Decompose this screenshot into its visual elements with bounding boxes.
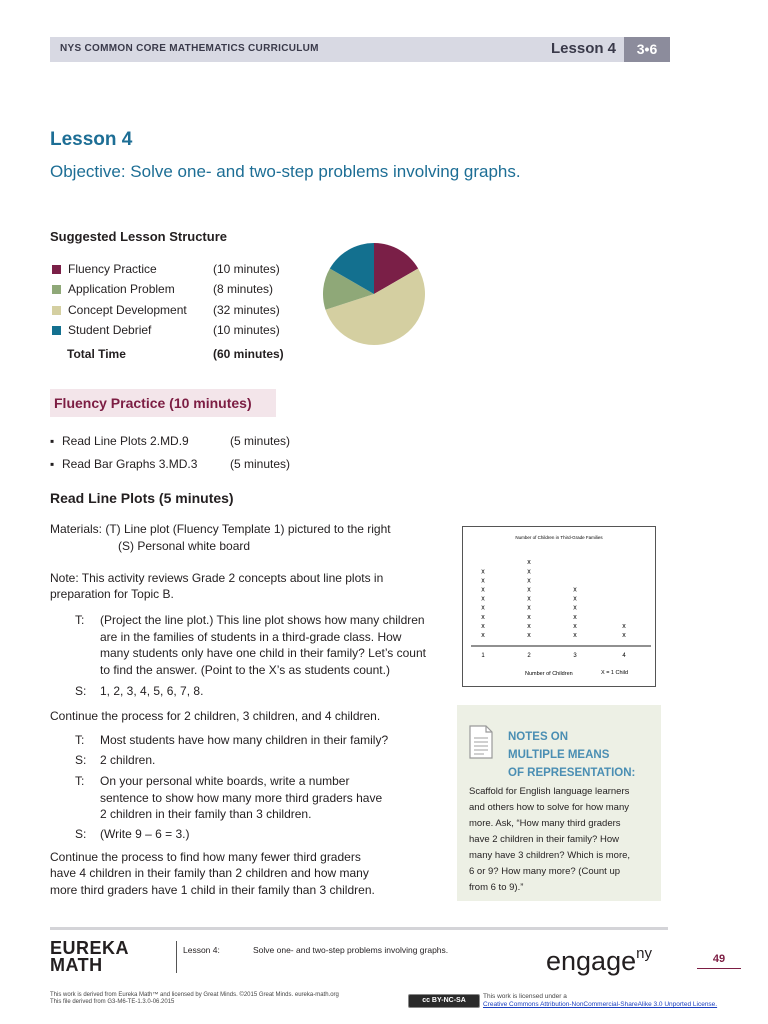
fluency-item-time: (5 minutes) (230, 434, 291, 448)
bullet-icon: ▪ (50, 434, 55, 448)
materials-line: Materials: (T) Line plot (Fluency Template 1) pictured to the right (50, 522, 391, 536)
line-plot-mark: x (527, 613, 531, 621)
x-tick-label: 2 (527, 653, 531, 659)
logo-superscript: ny (636, 945, 652, 962)
license-line: This work is licensed under a (483, 993, 567, 1000)
line-plot-marks (481, 559, 626, 659)
line-plot-mark: x (527, 595, 531, 603)
x-tick-label: 1 (481, 653, 485, 659)
notes-body-line: Scaffold for English language learners (469, 786, 630, 797)
document-icon (468, 725, 494, 759)
dialogue-line: (Project the line plot.) This line plot shows how many children (100, 613, 425, 627)
line-plot-mark: x (481, 632, 485, 639)
line-plot-mark: x (481, 595, 485, 603)
materials-line: (S) Personal white board (118, 539, 251, 553)
dialogue-line: Most students have how many children in their family? (100, 733, 389, 747)
notes-body-line: more. Ask, “How many third graders (469, 818, 621, 829)
legend-swatch (52, 306, 61, 315)
line-plot-mark: x (573, 622, 577, 630)
line-plot-mark: x (573, 632, 577, 639)
x-axis-label: Number of Children (525, 671, 573, 677)
structure-time: (10 minutes) (213, 323, 280, 337)
note-line: preparation for Topic B. (50, 587, 174, 601)
fluency-item (50, 457, 291, 471)
structure-time: (10 minutes) (213, 262, 280, 276)
line-plot-mark: x (573, 586, 577, 594)
legend-swatch (52, 285, 61, 294)
fluency-item (50, 434, 291, 448)
page-number: 49 (712, 953, 726, 965)
structure-label: Fluency Practice (68, 262, 157, 276)
footer-lesson-objective: Solve one- and two-step problems involving graphs. (253, 945, 449, 955)
chart-title: Number of Children in Third-Grade Families (515, 535, 603, 540)
speaker-label: S: (75, 684, 87, 698)
credit-text (50, 992, 339, 1006)
line-plot-mark: x (622, 622, 626, 630)
credit-line: This work is derived from Eureka Math™ and licensed by Great Minds. ©2015 Great Minds. eureka-math.org (50, 992, 339, 998)
fluency-item-label: Read Bar Graphs 3.MD.3 (62, 457, 198, 471)
instruction-line: have 4 children in their family than 2 children and how many (50, 866, 369, 880)
chart-key: X = 1 Child (601, 670, 629, 676)
legend-swatch (52, 326, 61, 335)
notes-heading-line: MULTIPLE MEANS (508, 749, 610, 761)
dialogue-line: many students only have one child in their family? Let’s count (100, 646, 426, 660)
total-time-label: Total Time (67, 347, 126, 361)
bullet-icon: ▪ (50, 457, 55, 471)
line-plot-chart (463, 527, 655, 686)
line-plot-mark: x (527, 604, 531, 612)
line-plot-mark: x (573, 613, 577, 621)
credit-line: This file derived from G3-M6-TE-1.3.0-06.2015 (50, 999, 175, 1005)
lesson-objective: Objective: Solve one- and two-step problems involving graphs. (50, 162, 521, 181)
header-lesson: Lesson 4 (551, 40, 617, 57)
logo-line: EUREKA (50, 938, 130, 958)
fluency-item-label: Read Line Plots 2.MD.9 (62, 434, 189, 448)
instruction-line: more third graders have 1 child in their family than 3 children. (50, 883, 375, 897)
structure-time: (8 minutes) (213, 282, 274, 296)
structure-heading: Suggested Lesson Structure (50, 229, 227, 244)
structure-label: Application Problem (68, 282, 175, 296)
footer-divider (50, 927, 668, 930)
note-line: Note: This activity reviews Grade 2 concepts about line plots in (50, 571, 384, 585)
notes-body (469, 784, 655, 896)
x-tick-label: 3 (573, 653, 577, 659)
fluency-item-time: (5 minutes) (230, 457, 291, 471)
line-plot-mark: x (481, 568, 485, 576)
line-plot-mark: x (527, 577, 531, 585)
cc-license-badge[interactable]: cc BY-NC-SA (408, 994, 480, 1008)
dialogue-line: sentence to show how many more third graders have (100, 791, 383, 805)
read-line-plots-heading: Read Line Plots (5 minutes) (50, 490, 234, 506)
lesson-structure-pie-chart (322, 242, 426, 346)
footer-lesson-label: Lesson 4: (183, 945, 220, 955)
speaker-label: T: (75, 733, 85, 747)
footer-separator (176, 941, 177, 973)
speaker-label: T: (75, 613, 85, 627)
line-plot-mark: x (622, 632, 626, 639)
notes-body-line: from 6 to 9).” (469, 882, 524, 893)
line-plot-mark: x (481, 622, 485, 630)
line-plot-mark: x (573, 604, 577, 612)
structure-time: (32 minutes) (213, 303, 280, 317)
line-plot-mark: x (481, 586, 485, 594)
instruction-line: Continue the process to find how many fewer third graders (50, 850, 361, 864)
line-plot-mark: x (481, 577, 485, 585)
line-plot-mark: x (527, 622, 531, 630)
page-title: Lesson 4 (50, 129, 133, 150)
grade-module-badge: 3•6 (624, 37, 670, 62)
logo-line: MATH (50, 955, 103, 975)
line-plot-mark: x (527, 632, 531, 639)
notes-body-line: many have 3 children? Which is more, (469, 850, 631, 861)
speaker-label: T: (75, 774, 85, 788)
notes-body-line: 6 or 9? How many more? (Count up (469, 866, 621, 877)
notes-heading-line: OF REPRESENTATION: (508, 767, 636, 779)
notes-heading-line: NOTES ON (508, 731, 569, 743)
logo-text: engage (546, 946, 637, 976)
dialogue-line: 2 children in their family than 3 children. (100, 807, 312, 821)
line-plot-mark: x (481, 613, 485, 621)
notes-body-line: and others how to solve for how many (469, 802, 630, 813)
dialogue-line: to find the answer. (Point to the X’s as students count.) (100, 663, 390, 677)
total-time-value: (60 minutes) (213, 347, 284, 361)
dialogue-line: On your personal white boards, write a number (100, 774, 350, 788)
line-plot-mark: x (527, 559, 531, 567)
legend-swatch (52, 265, 61, 274)
line-plot-mark: x (573, 595, 577, 603)
curriculum-title: NYS COMMON CORE MATHEMATICS CURRICULUM (60, 43, 319, 54)
instruction-line: Continue the process for 2 children, 3 children, and 4 children. (50, 709, 381, 723)
line-plot-figure (462, 526, 656, 687)
engage-ny-logo (546, 945, 652, 977)
license-text (483, 993, 717, 1009)
notes-heading (508, 728, 635, 782)
speaker-label: S: (75, 753, 87, 767)
line-plot-mark: x (527, 568, 531, 576)
notes-body-line: have 2 children in their family? How (469, 834, 619, 845)
structure-label: Student Debrief (68, 323, 152, 337)
eureka-math-logo (50, 940, 129, 974)
dialogue-line: (Write 9 – 6 = 3.) (100, 827, 190, 841)
license-link[interactable]: Creative Commons Attribution-NonCommercial-ShareAlike 3.0 Unported License. (483, 1001, 718, 1008)
line-plot-mark: x (481, 604, 485, 612)
x-tick-label: 4 (622, 653, 626, 659)
dialogue-line: 1, 2, 3, 4, 5, 6, 7, 8. (100, 684, 204, 698)
speaker-label: S: (75, 827, 87, 841)
structure-label: Concept Development (68, 303, 187, 317)
page-number-underline (697, 968, 741, 969)
fluency-heading: Fluency Practice (10 minutes) (54, 395, 252, 411)
dialogue-line: are in the families of students in a third-grade class. How (100, 630, 402, 644)
dialogue-line: 2 children. (100, 753, 156, 767)
line-plot-mark: x (527, 586, 531, 594)
